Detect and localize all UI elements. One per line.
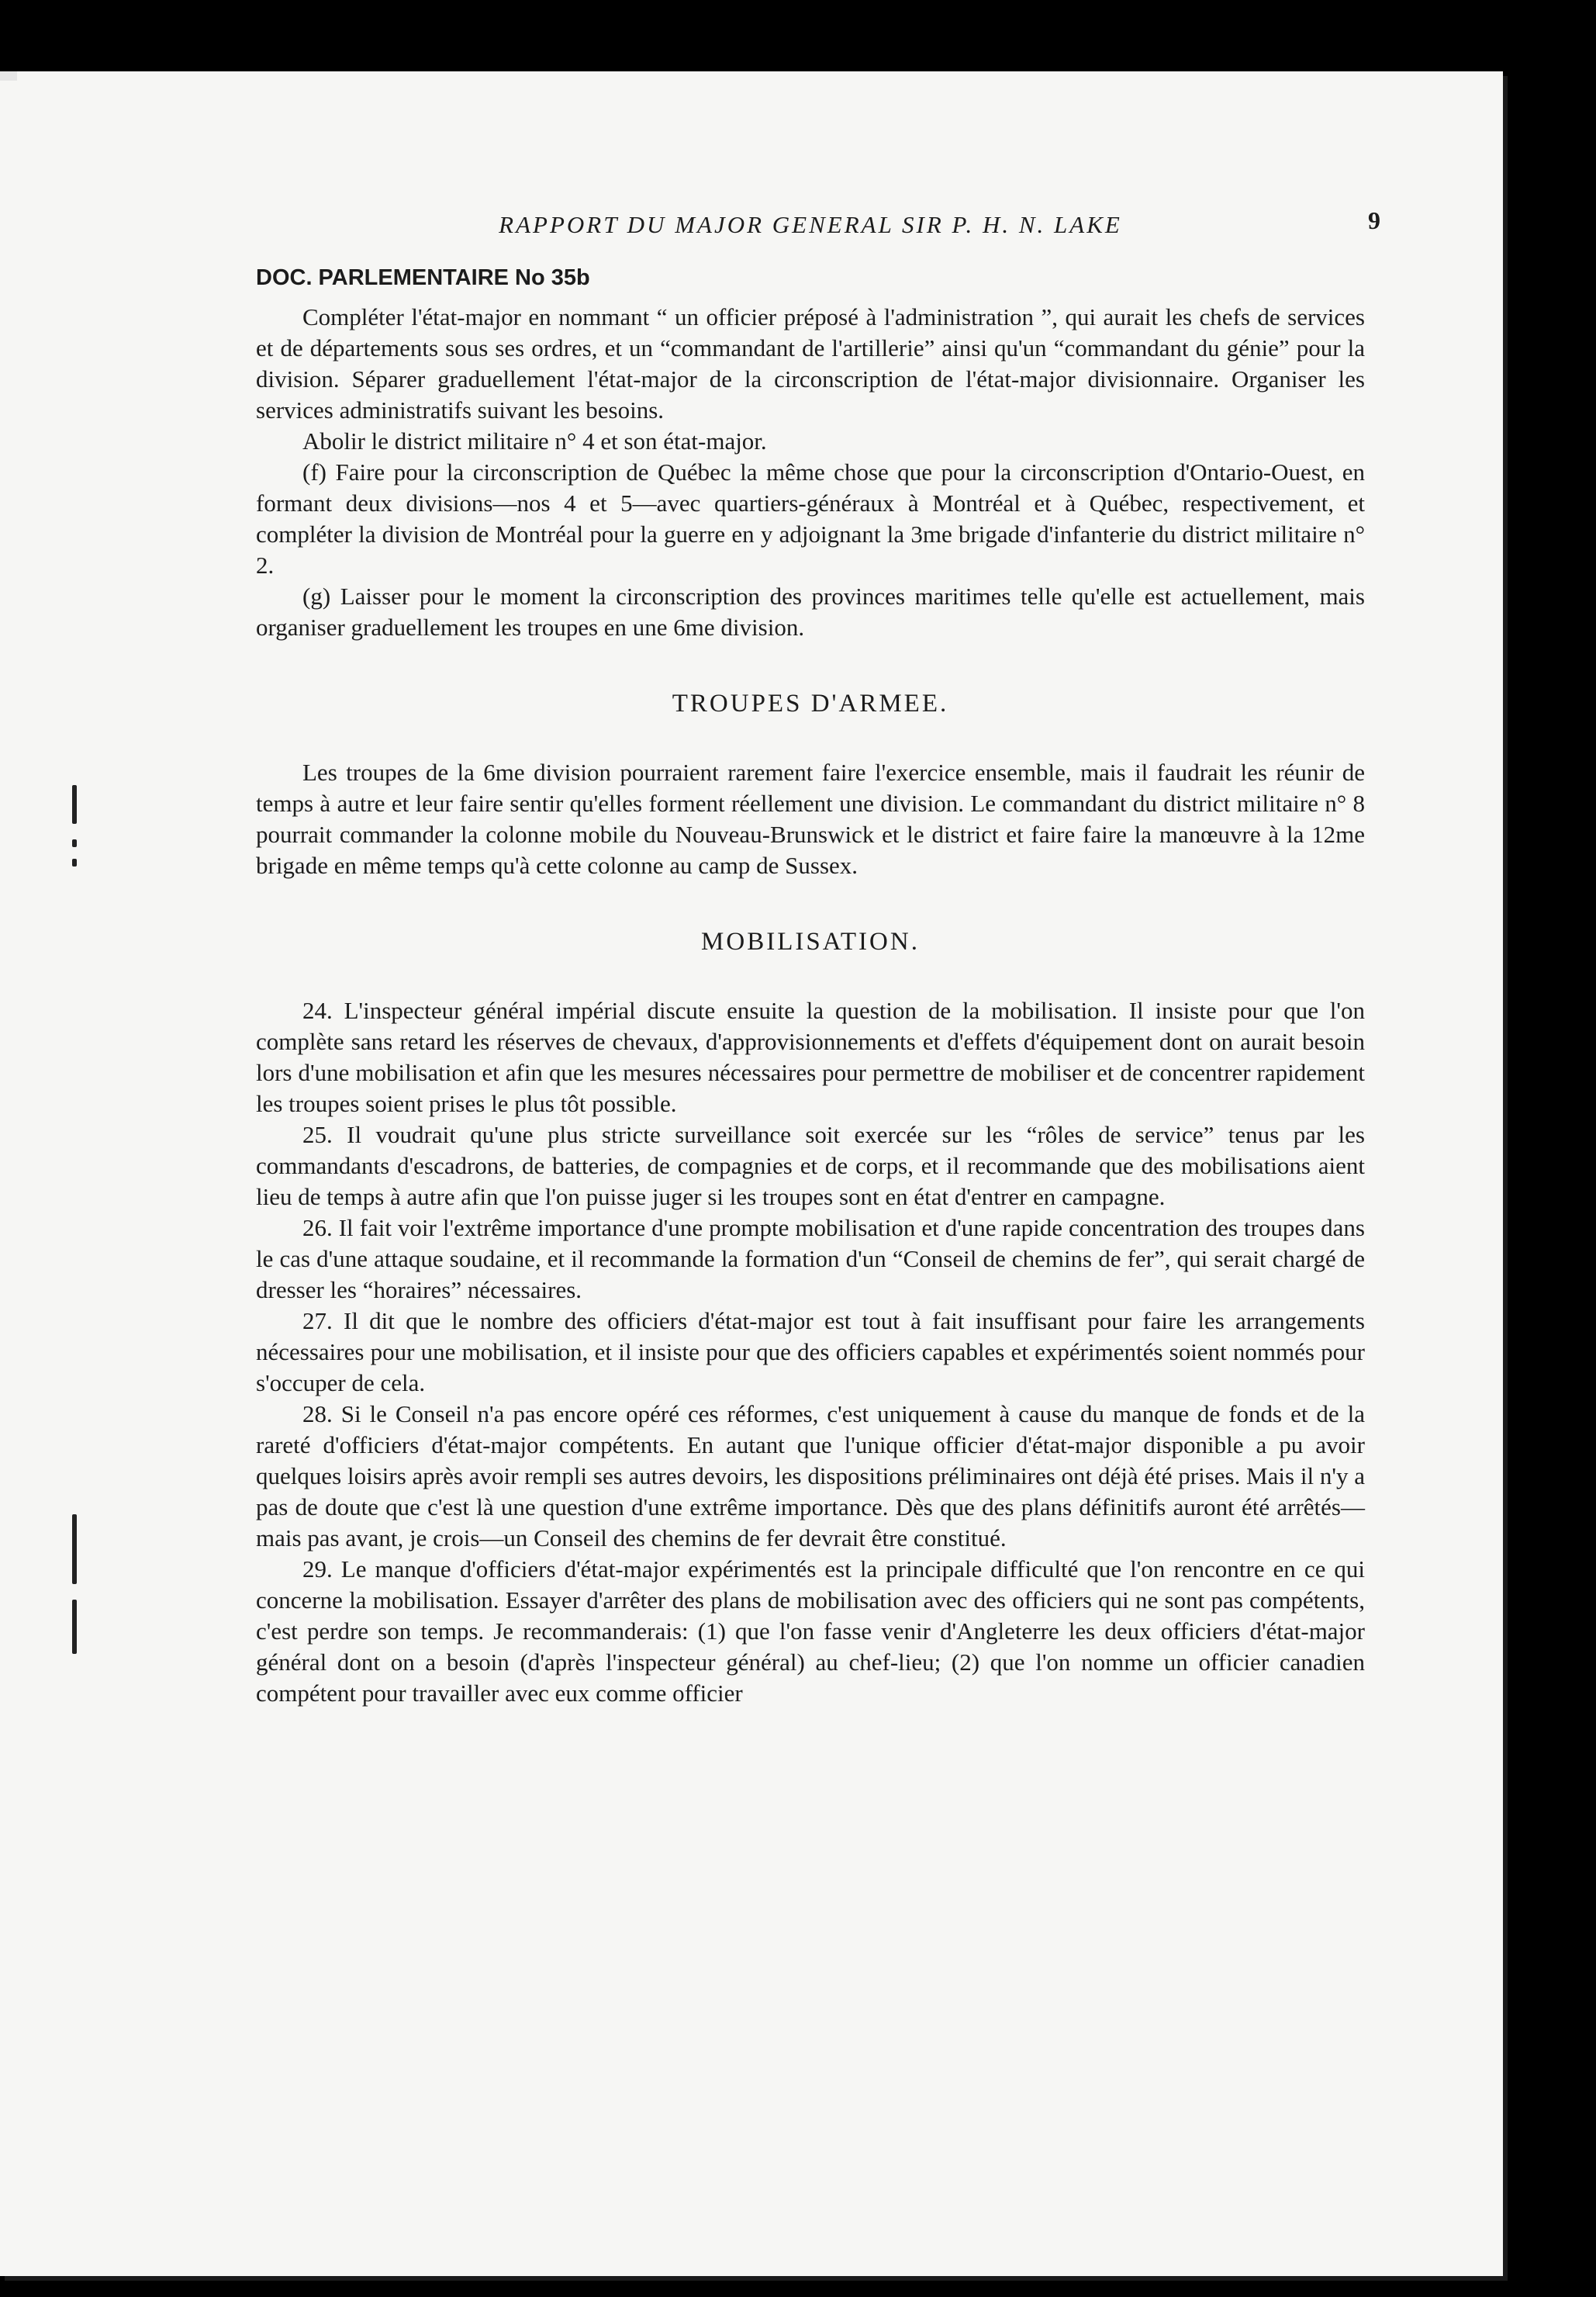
- paragraph-27: 27. Il dit que le nombre des officiers d'état-major est tout à fait insuffisant pour faire les arrangements nécessaires pour une mobilisation, et il insiste pour que des officiers capables et expérimentés soient nommés pour s'occuper de cela.: [256, 1307, 1365, 1396]
- page-number: 9: [1368, 206, 1380, 234]
- paragraph-25: 25. Il voudrait qu'une plus stricte surveillance soit exercée sur les “rôles de service” tenus par les commandants d'escadrons, de batteries, de compagnies et de corps, et il recommande que des mobilisations aient lieu de temps à autre afin que l'on puisse juger si les troupes sont en état d'entrer en campagne.: [256, 1121, 1365, 1210]
- paragraph-etat-major: Compléter l'état-major en nommant “ un officier préposé à l'administration ”, qui aurait les chefs de services et de départements sous ses ordres, et un “commandant de l'artillerie” ainsi qu'un “commandant du génie” pour la division. Séparer graduellement l'état-major de la circonscription de l'état-major divisionnaire. Organiser les services administratifs suivant les besoins.: [256, 303, 1365, 424]
- document-reference: DOC. PARLEMENTAIRE No 35b: [256, 265, 590, 290]
- section-heading-mobilisation: MOBILISATION.: [701, 928, 920, 956]
- paragraph-24: 24. L'inspecteur général impérial discute ensuite la question de la mobilisation. Il insiste pour que l'on complète sans retard les réserves de chevaux, d'approvisionnements et d'effets d'équipement dont on aurait besoin lors d'une mobilisation et afin que les mesures nécessaires pour permettre de mobiliser et de concentrer rapidement les troupes soient prises le plus tôt possible.: [256, 997, 1365, 1117]
- paragraph-abolir-district: Abolir le district militaire n° 4 et son état-major.: [302, 427, 767, 455]
- scanned-page: [0, 71, 1503, 2276]
- margin-marks-upper: [70, 785, 81, 878]
- paragraph-29: 29. Le manque d'officiers d'état-major expérimentés est la principale difficulté que l'on rencontre en ce qui concerne la mobilisation. Essayer d'arrêter des plans de mobilisation avec des officiers qui ne sont pas compétents, c'est perdre son temps. Je recommanderais: (1) que l'on fasse venir d'Angleterre les deux officiers d'état-major général dont on a besoin (d'après l'inspecteur général) au chef-lieu; (2) que l'on nomme un officier canadien compétent pour travailler avec eux comme officier: [256, 1555, 1365, 1707]
- page-content: [256, 206, 1380, 1709]
- running-head: [256, 206, 1380, 265]
- paragraph-26: 26. Il fait voir l'extrême importance d'une prompte mobilisation et d'une rapide concentration des troupes dans le cas d'une attaque soudaine, et il recommande la formation d'un “Conseil de chemins de fer”, qui serait chargé de dresser les “horaires” nécessaires.: [256, 1214, 1365, 1303]
- margin-marks-lower: [70, 1514, 81, 1693]
- running-title: RAPPORT DU MAJOR GENERAL SIR P. H. N. LAKE: [499, 211, 1122, 238]
- section-heading-troupes: TROUPES D'ARMEE.: [672, 690, 949, 718]
- paragraph-item-g: (g) Laisser pour le moment la circonscription des provinces maritimes telle qu'elle est actuellement, mais organiser graduellement les troupes en une 6me division.: [256, 583, 1365, 641]
- scan-corner-mark: [0, 71, 17, 81]
- paragraph-28: 28. Si le Conseil n'a pas encore opéré ces réformes, c'est uniquement à cause du manque de fonds et de la rareté d'officiers d'état-major compétents. En autant que l'unique officier d'état-major disponible a pu avoir quelques loisirs après avoir rempli ses autres devoirs, les dispositions préliminaires ont déjà été prises. Mais il n'y a pas de doute que c'est là une question d'une extrême importance. Dès que des plans définitifs auront été arrêtés—mais pas avant, je crois—un Conseil des chemins de fer devrait être constitué.: [256, 1400, 1365, 1552]
- paragraph-troupes: Les troupes de la 6me division pourraient rarement faire l'exercice ensemble, mais il faudrait les réunir de temps à autre et leur faire sentir qu'elles forment réellement une division. Le commandant du district militaire n° 8 pourrait commander la colonne mobile du Nouveau-Brunswick et le district et faire faire la manœuvre à la 12me brigade en même temps qu'à cette colonne au camp de Sussex.: [256, 759, 1365, 879]
- paragraph-item-f: (f) Faire pour la circonscription de Québec la même chose que pour la circonscription d'Ontario-Ouest, en formant deux divisions—nos 4 et 5—avec quartiers-généraux à Montréal et à Québec, respectivement, et compléter la division de Montréal pour la guerre en y adjoignant la 3me brigade d'infanterie du district militaire n° 2.: [256, 458, 1365, 579]
